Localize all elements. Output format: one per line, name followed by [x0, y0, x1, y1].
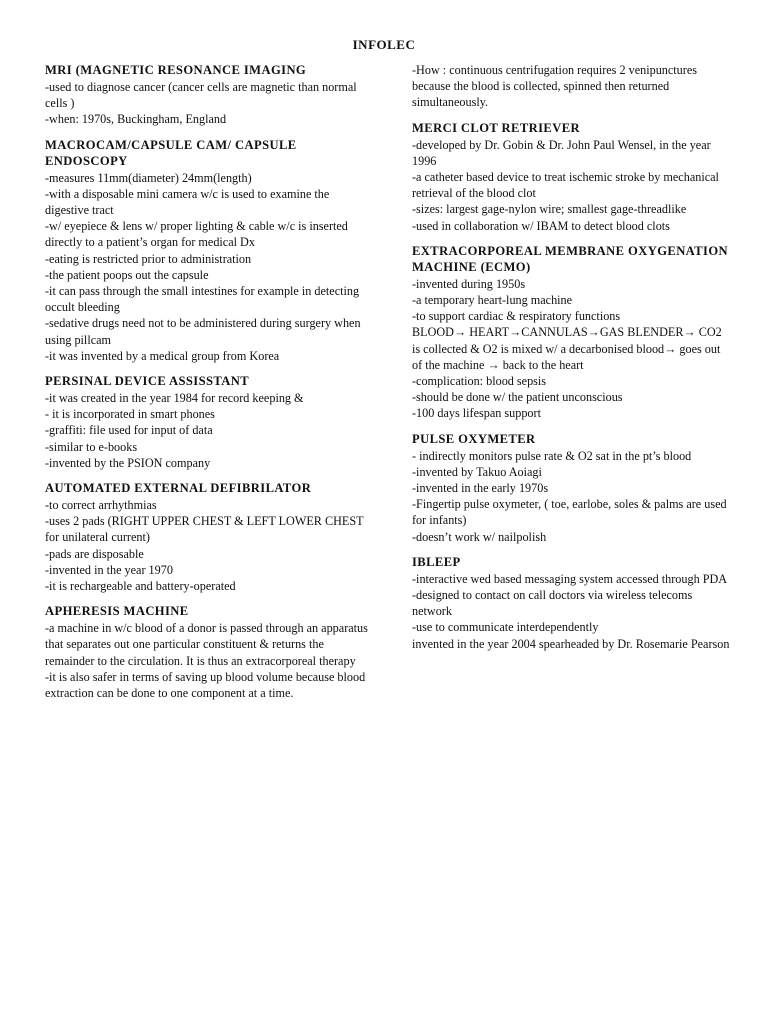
text-line: -sizes: largest gage-nylon wire; smallest gage-threadlike — [412, 202, 687, 217]
text-line: -should be done w/ the patient unconscious — [412, 390, 623, 405]
section-heading: PERSINAL DEVICE ASSISSTANT — [45, 374, 250, 389]
text-line: -Fingertip pulse oxymeter, ( toe, earlobe, soles & palms are used for infants) — [412, 497, 727, 528]
section-heading: APHERESIS MACHINE — [45, 604, 189, 619]
text-line: -invented in the year 1970 — [45, 562, 173, 577]
section-heading: MERCI CLOT RETRIEVER — [412, 120, 581, 135]
section — [45, 373, 375, 471]
text-line: -pads are disposable — [45, 546, 144, 561]
text-line: -invented by the PSION company — [45, 455, 211, 470]
text-line: -to support cardiac & respiratory functions — [412, 309, 621, 324]
section — [412, 554, 730, 652]
text-line: -it was created in the year 1984 for record keeping & — [45, 391, 304, 406]
text-line: -sedative drugs need not to be administered during surgery when using pillcam — [45, 316, 361, 347]
text-line: BLOOD→ HEART→CANNULAS→GAS BLENDER→ CO2 is collected & O2 is mixed w/ a decarbonised blood→ goes out of the machine → back to the heart — [412, 325, 722, 372]
text-line: -uses 2 pads (RIGHT UPPER CHEST & LEFT LOWER CHEST for unilateral current) — [45, 514, 364, 545]
text-line: -measures 11mm(diameter) 24mm(length) — [45, 170, 252, 185]
text-line: -to correct arrhythmias — [45, 498, 157, 513]
section-heading: AUTOMATED EXTERNAL DEFIBRILATOR — [45, 481, 312, 496]
text-line: -100 days lifespan support — [412, 406, 541, 421]
section — [412, 431, 730, 545]
text-line: -eating is restricted prior to administration — [45, 251, 252, 266]
section — [412, 120, 730, 234]
section — [412, 62, 730, 111]
text-line: -interactive wed based messaging system accessed through PDA — [412, 571, 728, 586]
text-line: -when: 1970s, Buckingham, England — [45, 112, 227, 127]
text-line: -with a disposable mini camera w/c is used to examine the digestive tract — [45, 186, 330, 218]
text-line: -it is also safer in terms of saving up blood volume because blood extraction can be done to one component at a time. — [45, 669, 366, 701]
text-line: -the patient poops out the capsule — [45, 267, 209, 282]
text-line: -used in collaboration w/ IBAM to detect blood clots — [412, 218, 670, 233]
text-line: invented in the year 2004 spearheaded by Dr. Rosemarie Pearson — [412, 636, 730, 651]
section-heading: IBLEEP — [412, 554, 461, 569]
text-line: -it can pass through the small intestines for example in detecting occult bleeding — [45, 284, 360, 315]
text-line: - it is incorporated in smart phones — [45, 407, 215, 422]
section — [45, 603, 375, 701]
text-line: -complication: blood sepsis — [412, 374, 547, 389]
text-line: -graffiti: file used for input of data — [45, 423, 213, 438]
section — [45, 137, 375, 364]
text-line: -a catheter based device to treat ischemic stroke by mechanical retrieval of the blood clot — [412, 170, 719, 201]
text-line: -use to communicate interdependently — [412, 620, 599, 635]
right-column — [412, 62, 730, 661]
text-line: -designed to contact on call doctors via wireless telecoms network — [412, 588, 693, 619]
text-line: -similar to e-books — [45, 439, 138, 454]
section — [45, 480, 375, 594]
text-line: -invented in the early 1970s — [412, 481, 549, 496]
text-line: -w/ eyepiece & lens w/ proper lighting & cable w/c is inserted directly to a patient’s organ for medical Dx — [45, 219, 348, 250]
text-line: -developed by Dr. Gobin & Dr. John Paul Wensel, in the year 1996 — [412, 137, 711, 168]
text-line: -a machine in w/c blood of a donor is passed through an apparatus that separates out one particular constituent & returns the remainder to the circulation. It is thus an extracorporeal therapy — [45, 621, 368, 668]
text-line: -invented by Takuo Aoiagi — [412, 464, 542, 479]
section — [45, 62, 375, 128]
text-line: -doesn’t work w/ nailpolish — [412, 529, 547, 544]
section-heading: EXTRACORPOREAL MEMBRANE OXYGENATION MACHINE (ECMO) — [412, 243, 729, 274]
text-line: -invented during 1950s — [412, 276, 526, 291]
text-line: -used to diagnose cancer (cancer cells are magnetic than normal cells ) — [45, 80, 357, 111]
text-line: -How : continuous centrifugation requires 2 venipunctures because the blood is collected, spinned then returned simultaneously. — [412, 63, 697, 110]
text-line: -a temporary heart-lung machine — [412, 293, 573, 308]
section — [412, 243, 730, 422]
text-line: -it was invented by a medical group from Korea — [45, 348, 280, 363]
text-line: - indirectly monitors pulse rate & O2 sat in the pt’s blood — [412, 448, 692, 463]
section-heading: PULSE OXYMETER — [412, 431, 536, 446]
section-heading: MACROCAM/CAPSULE CAM/ CAPSULE ENDOSCOPY — [45, 137, 297, 168]
page-title: INFOLEC — [352, 37, 416, 52]
section-heading: MRI (MAGNETIC RESONANCE IMAGING — [45, 63, 307, 77]
text-line: -it is rechargeable and battery-operated — [45, 579, 236, 594]
left-column — [45, 62, 375, 710]
